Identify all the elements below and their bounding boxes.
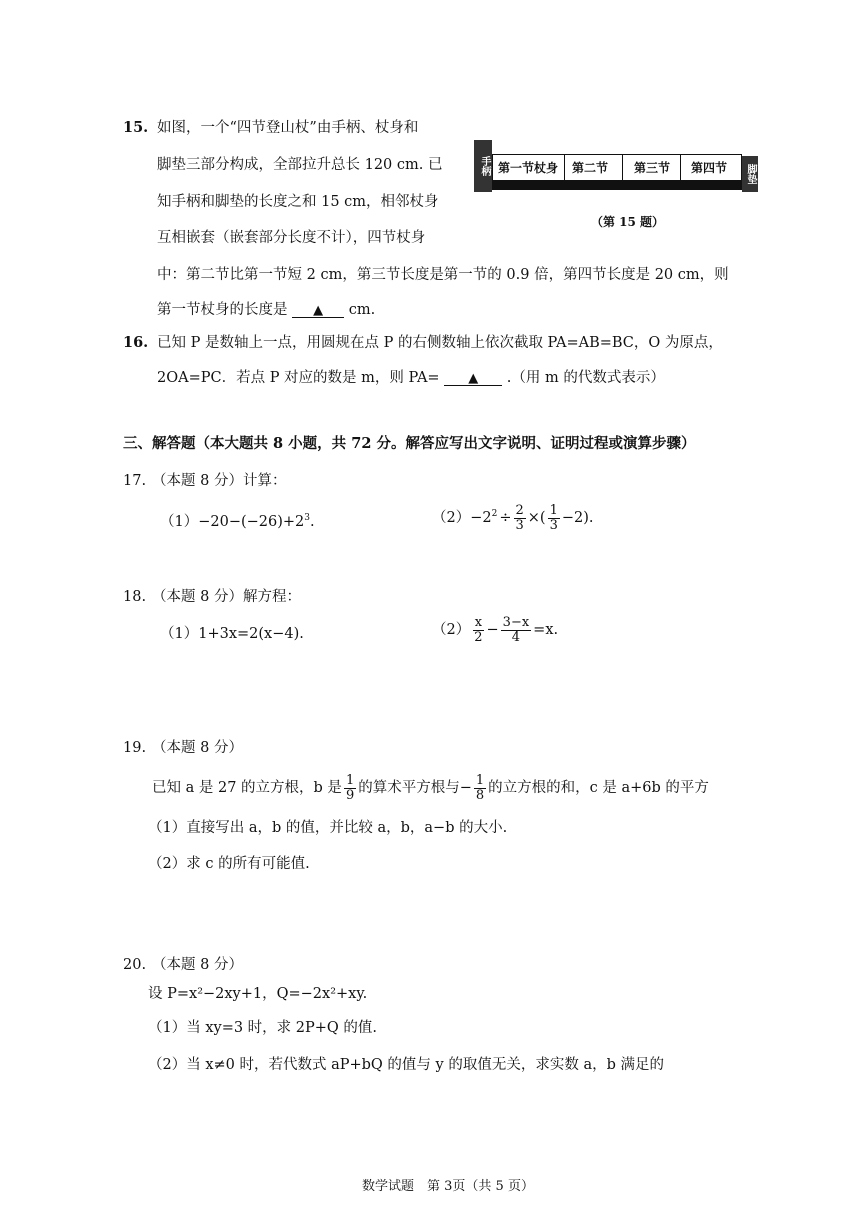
fraction: $\frac{1}{9}$ xyxy=(345,773,355,803)
pole-segment-3-label: 第三节 xyxy=(634,161,671,175)
pole-segment-1-label: 第一节杖身 xyxy=(498,161,559,175)
page-footer: 数学试题 第 3页（共 5 页） xyxy=(362,1179,534,1194)
q20-part1: （1）当 xy=3 时，求 2P+Q 的值. xyxy=(148,1020,378,1036)
q17-head: （本题 8 分）计算： xyxy=(152,473,287,489)
q18-number: 18. xyxy=(123,589,147,605)
q15-line2: 脚垫三部分构成，全部拉升总长 120 cm. 已 xyxy=(157,157,443,173)
q20-head: （本题 8 分） xyxy=(152,957,243,973)
q15-number: 15. xyxy=(123,119,149,136)
q15-line6: 第一节杖身的长度是 ▲ cm. xyxy=(157,302,376,318)
q18-part2: （2） $\frac{x}{2}$ − $\frac{3-x}{4}$ =x. xyxy=(432,615,559,645)
q17-part2: （2）−2 $^2$ ÷ $\frac{2}{3}$ ×( $\frac{1}{3}$ −2). xyxy=(432,503,594,533)
pole-handle: 手柄 xyxy=(474,140,492,192)
q17-number: 17. xyxy=(123,473,147,489)
q19-part2: （2）求 c 的所有可能值. xyxy=(148,856,310,872)
q15-line4: 互相嵌套（嵌套部分长度不计），四节杖身 xyxy=(157,230,426,246)
q17-part1: $(1)-20-(-26)+2^3$. xyxy=(160,513,315,530)
q15-line1: 如图，一个“四节登山杖”由手柄、杖身和 xyxy=(157,120,419,136)
q16-line1: 已知 P 是数轴上一点，用圆规在点 P 的右侧数轴上依次截取 PA=AB=BC，O 为原点， xyxy=(157,335,723,351)
section-heading: 三、解答题（本大题共 8 小题，共 72 分。解答应写出文字说明、证明过程或演算步骤） xyxy=(123,435,696,452)
q19-part1: （1）直接写出 a，b 的值，并比较 a，b，a−b 的大小. xyxy=(148,820,508,836)
q20-part2: （2）当 x≠0 时，若代数式 aP+bQ 的值与 y 的取值无关，求实数 a，b 满足的 xyxy=(148,1057,664,1073)
q20-line1: 设 P=x²−2xy+1，Q=−2x²+xy. xyxy=(148,986,368,1002)
q19-number: 19. xyxy=(123,740,147,756)
q20-number: 20. xyxy=(123,957,147,973)
q16-number: 16. xyxy=(123,334,149,351)
q16-line2: 2OA=PC．若点 P 对应的数是 m，则 PA= ▲ .（用 m 的代数式表示） xyxy=(157,370,665,386)
q19-line1: 已知 a 是 27 的立方根，b 是 $\frac{1}{9}$ 的算术平方根与− $\frac{1}{8}$ 的立方根的和，c 是 a+6b 的平方 xyxy=(152,773,709,803)
q19-head: （本题 8 分） xyxy=(152,740,243,756)
fraction: $\frac{1}{3}$ xyxy=(549,503,558,533)
answer-blank: ▲ xyxy=(292,304,344,318)
answer-blank: ▲ xyxy=(444,372,502,386)
fraction: $\frac{x}{2}$ xyxy=(474,615,483,645)
pole-shaft xyxy=(492,180,742,190)
q15-line5: 中：第二节比第一节短 2 cm，第三节长度是第一节的 0.9 倍，第四节长度是 20 cm，则 xyxy=(157,267,729,283)
figure-caption: （第 15 题） xyxy=(591,215,665,229)
pole-foot: 脚垫 xyxy=(742,156,758,192)
pole-segment-2-label: 第二节 xyxy=(572,161,609,175)
fraction: $\frac{3-x}{4}$ xyxy=(502,615,530,645)
fraction: $\frac{2}{3}$ xyxy=(515,503,524,533)
q18-head: （本题 8 分）解方程： xyxy=(152,589,301,605)
trekking-pole-figure xyxy=(474,140,760,204)
q15-line3: 知手柄和脚垫的长度之和 15 cm，相邻杖身 xyxy=(157,194,439,210)
fraction: $\frac{1}{8}$ xyxy=(475,773,485,803)
pole-segment-4-label: 第四节 xyxy=(691,161,728,175)
q18-part1: （1）1+3x=2(x−4). xyxy=(160,626,304,642)
